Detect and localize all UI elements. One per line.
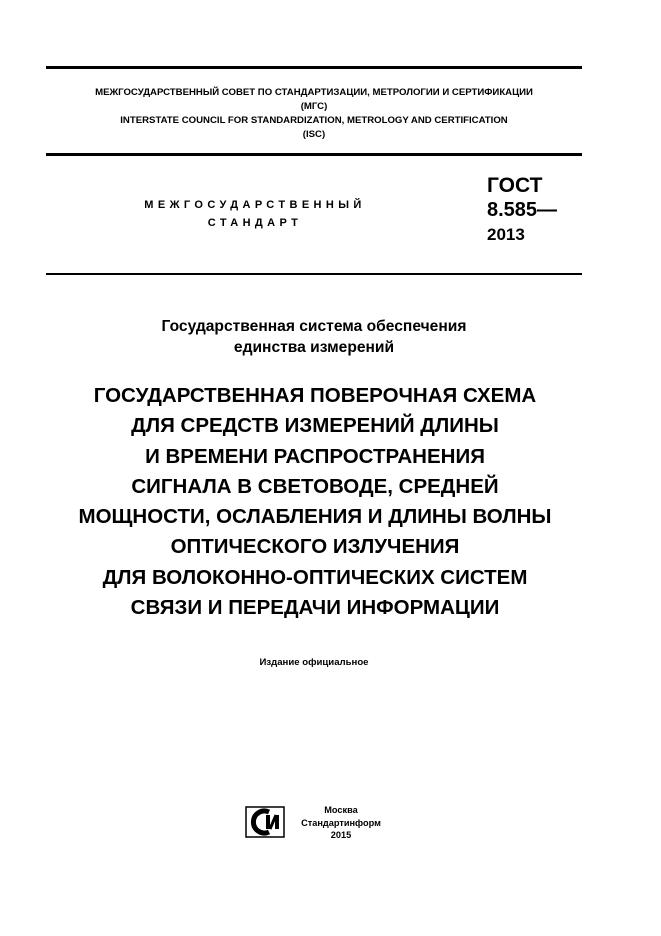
title-line: ДЛЯ ВОЛОКОННО-ОПТИЧЕСКИХ СИСТЕМ [102,565,528,589]
council-name-en: INTERSTATE COUNCIL FOR STANDARDIZATION, METROLOGY AND CERTIFICATION [120,115,508,126]
edition-note: Издание официальное [259,657,369,668]
council-name-ru: МЕЖГОСУДАРСТВЕННЫЙ СОВЕТ ПО СТАНДАРТИЗАЦИИ, МЕТРОЛОГИИ И СЕРТИФИКАЦИИ [95,87,533,98]
publisher-city: Москва [324,805,358,815]
lower-rule [46,273,582,275]
standard-type-label [120,196,390,232]
designation-number: 8.585— [487,199,558,221]
title-line: ГОСУДАРСТВЕННАЯ ПОВЕРОЧНАЯ СХЕМА [93,384,537,407]
system-title-line2: единства измерений [233,339,395,356]
publisher-block [286,804,396,842]
council-abbr-en: (ISC) [302,129,326,140]
designation-year: 2013 [487,225,525,244]
middle-rule [46,153,582,156]
title-line: ОПТИЧЕСКОГО ИЗЛУЧЕНИЯ [170,535,460,559]
document-title [20,381,610,623]
publication-year: 2015 [330,830,352,840]
standard-designation [487,173,557,246]
title-line: ДЛЯ СРЕДСТВ ИЗМЕРЕНИЙ ДЛИНЫ [131,414,499,438]
title-line: СВЯЗИ И ПЕРЕДАЧИ ИНФОРМАЦИИ [130,596,500,620]
top-rule [46,66,582,69]
council-abbr-ru: (МГС) [300,101,328,112]
title-line: МОЩНОСТИ, ОСЛАБЛЕНИЯ И ДЛИНЫ ВОЛНЫ [78,505,552,529]
system-title-line1: Государственная система обеспечения [161,318,467,335]
standard-type-line1: МЕЖГОСУДАРСТВЕННЫЙ [144,199,366,211]
title-line: И ВРЕМЕНИ РАСПРОСТРАНЕНИЯ [145,444,485,468]
standard-type-line2: СТАНДАРТ [207,217,303,229]
council-header [46,86,582,142]
standartinform-logo-icon [245,806,285,838]
title-line: СИГНАЛА В СВЕТОВОДЕ, СРЕДНЕЙ [131,474,499,498]
publisher-name: Стандартинформ [301,817,381,828]
designation-word: ГОСТ [487,174,543,197]
system-title [46,316,582,358]
